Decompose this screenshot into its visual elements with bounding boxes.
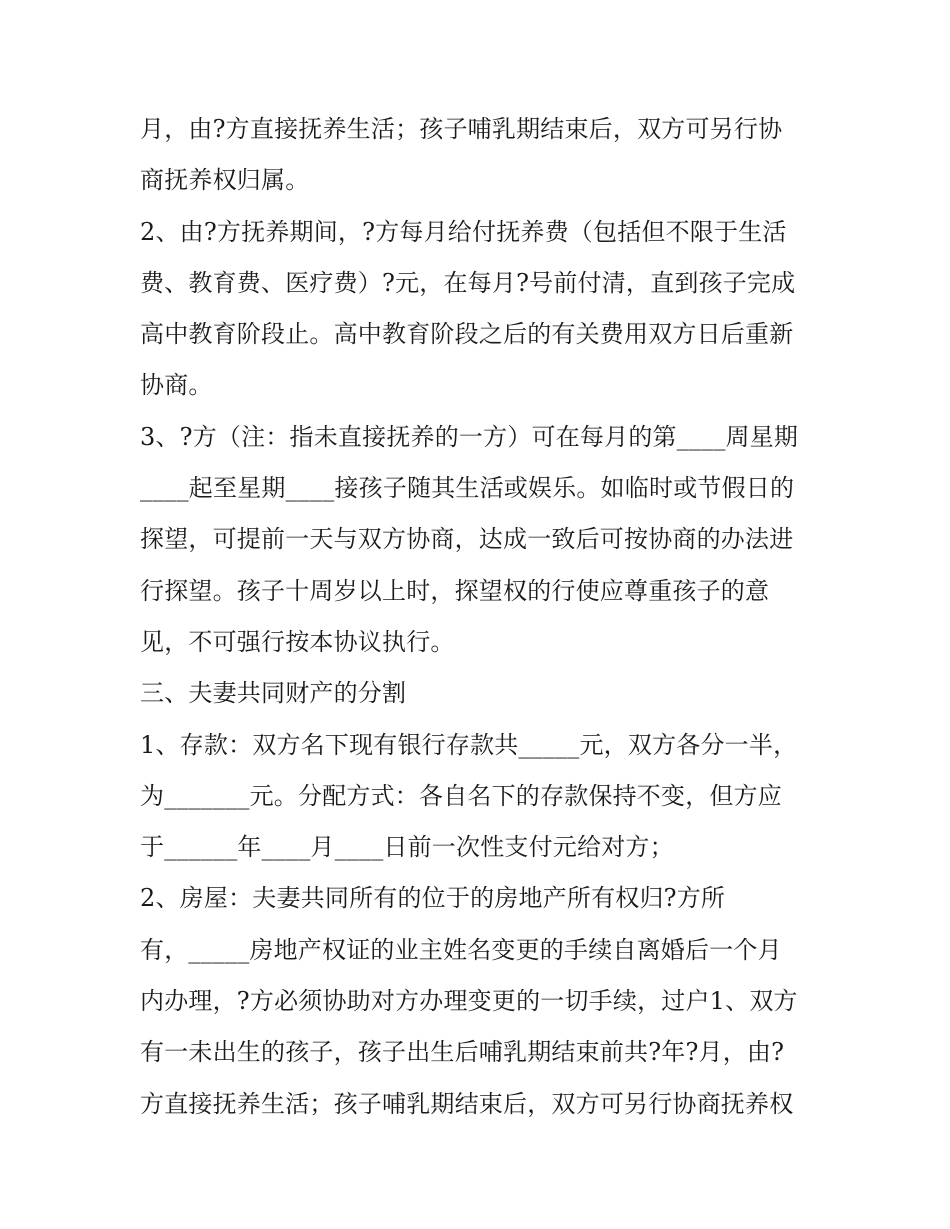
- text-line: 探望，可提前一天与双方协商，达成一致后可按协商的办法进: [140, 525, 794, 554]
- text-line: 见，不可强行按本协议执行。: [140, 627, 455, 656]
- text-line: 费、教育费、医疗费）?元，在每月?号前付清，直到孩子完成: [140, 268, 796, 297]
- text-line: 有一未出生的孩子，孩子出生后哺乳期结束前共?年?月，由?: [140, 1038, 785, 1067]
- text-line: 2、房屋：夫妻共同所有的位于的房地产所有权归?方所: [140, 884, 726, 913]
- text-line: 3、?方（注：指未直接抚养的一方）可在每月的第____周星期: [140, 422, 799, 451]
- section-heading: 三、夫妻共同财产的分割: [140, 679, 407, 708]
- text-line: 方直接抚养生活；孩子哺乳期结束后，双方可另行协商抚养权: [140, 1089, 794, 1118]
- text-line: 1、存款：双方名下现有银行存款共_____元，双方各分一半，: [140, 730, 798, 759]
- text-line: ____起至星期____接孩子随其生活或娱乐。如临时或节假日的: [140, 474, 795, 503]
- text-line: 内办理，?方必须协助对方办理变更的一切手续，过户1、双方: [140, 987, 798, 1016]
- text-line: 高中教育阶段止。高中教育阶段之后的有关费用双方日后重新: [140, 320, 794, 349]
- text-line: 协商。: [140, 371, 213, 400]
- text-line: 月，由?方直接抚养生活；孩子哺乳期结束后，双方可另行协: [140, 115, 783, 143]
- text-line: 商抚养权归属。: [140, 166, 310, 195]
- text-line: 行探望。孩子十周岁以上时，探望权的行使应尊重孩子的意: [140, 576, 770, 605]
- text-line: 2、由?方抚养期间，?方每月给付抚养费（包括但不限于生活: [140, 217, 787, 246]
- agreement-text: [140, 104, 830, 1130]
- text-line: 于______年____月____日前一次性支付元给对方；: [140, 833, 674, 862]
- text-line: 为_______元。分配方式：各自名下的存款保持不变，但方应: [140, 781, 782, 810]
- text-line: 有，_____房地产权证的业主姓名变更的手续自离婚后一个月: [140, 935, 782, 964]
